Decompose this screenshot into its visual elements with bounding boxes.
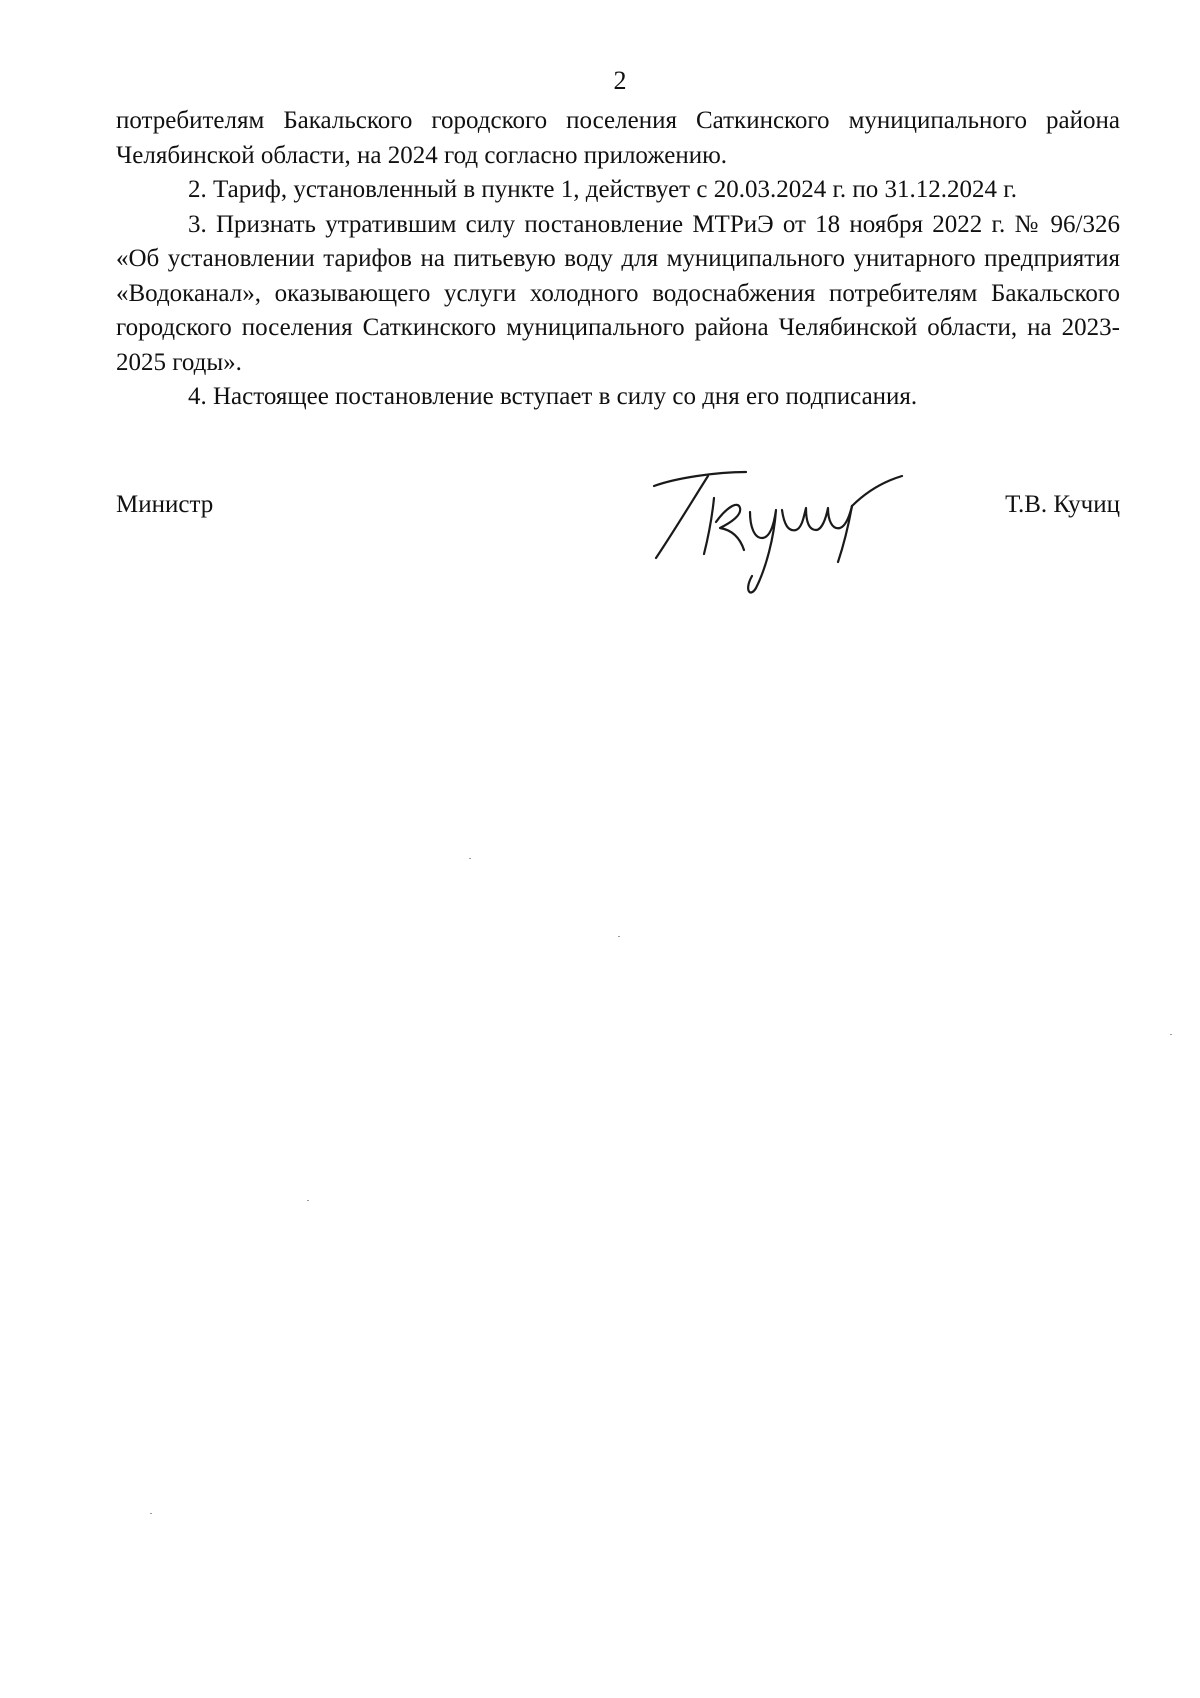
signatory-name: Т.В. Кучиц xyxy=(1005,491,1120,518)
signatory-title: Министр xyxy=(116,491,214,518)
paragraph-tariff-period: 2. Тариф, установленный в пункте 1, действует с 20.03.2024 г. по 31.12.2024 г. xyxy=(188,176,1017,203)
paragraph-repeal: 3. Признать утратившим силу постановление МТРиЭ от 18 ноября 2022 г. № 96/326 «Об установлении тарифов на питьевую воду для муниципального унитарного предприятия «Водоканал», оказывающего услуги холодного водоснабжения потребителям Бакальского городского поселения Саткинского муниципального района Челябинской области, на 2023-2025 годы». xyxy=(116,210,1120,376)
scan-speck xyxy=(307,1200,309,1201)
scan-speck xyxy=(1170,1034,1172,1035)
document-body xyxy=(116,104,1120,415)
handwritten-signature xyxy=(616,458,916,598)
paragraph-continuation: потребителям Бакальского городского поселения Саткинского муниципального района Челябинской области, на 2024 год согласно приложению. xyxy=(116,107,1120,169)
page-number: 2 xyxy=(613,66,627,95)
scan-speck xyxy=(618,936,620,937)
paragraph-effective-date: 4. Настоящее постановление вступает в силу со дня его подписания. xyxy=(188,383,918,410)
signature-block xyxy=(116,488,1120,608)
scan-speck xyxy=(469,858,471,859)
scan-speck xyxy=(150,1513,152,1514)
